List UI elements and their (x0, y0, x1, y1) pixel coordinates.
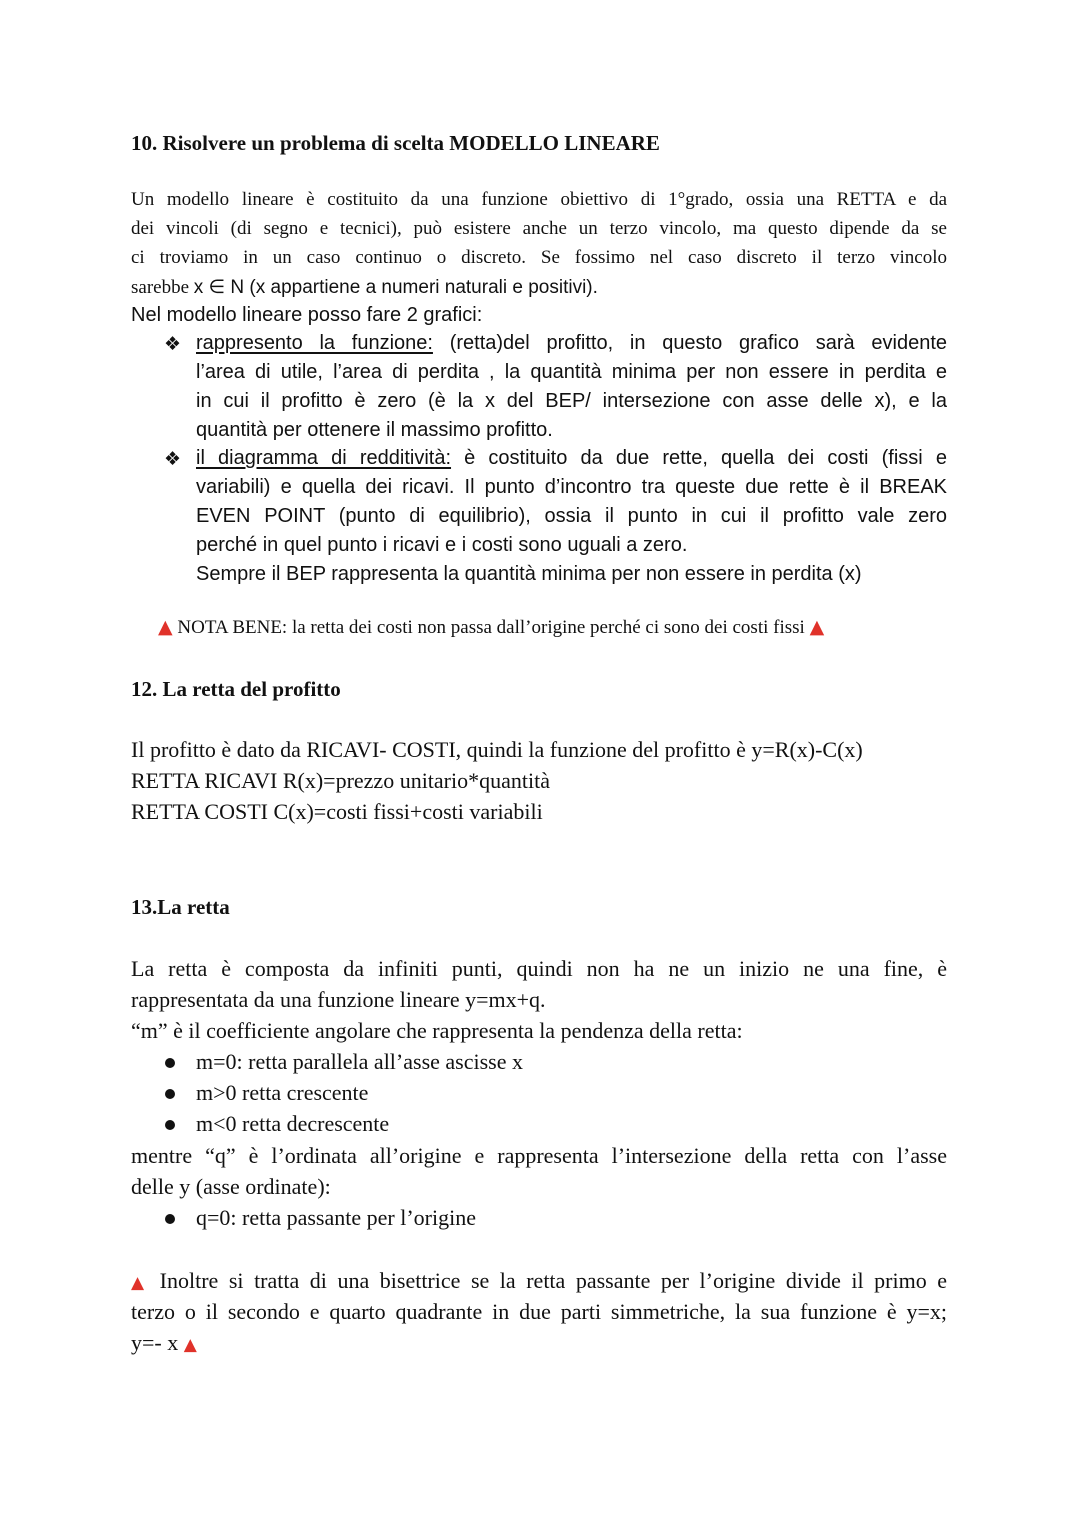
list-item: m>0 retta crescente (196, 1080, 369, 1105)
paragraph-line (131, 276, 947, 299)
bullet-line: variabili) e quella dei ricavi. Il punto d’incontro tra queste due rette è il BREAK (196, 476, 947, 498)
paragraph-line: Il profitto è dato da RICAVI- COSTI, quindi la funzione del profitto è y=R(x)-C(x) (131, 737, 863, 762)
paragraph-text: x ∈ N (x appartiene a numeri naturali e positivi). (193, 277, 598, 298)
bullet-text: (retta)del profitto, in questo grafico sarà evidente (432, 332, 947, 354)
paragraph-line: rappresentata da una funzione lineare y=mx+q. (131, 987, 546, 1012)
bullet-line: quantità per ottenere il massimo profitto. (196, 419, 553, 441)
note-line (158, 616, 974, 639)
warning-triangle-icon: ▲ (158, 616, 173, 638)
section-12-heading: 12. La retta del profitto (131, 677, 341, 701)
bullet-line (196, 332, 947, 355)
paragraph-line: delle y (asse ordinate): (131, 1174, 331, 1199)
list-item: m=0: retta parallela all’asse ascisse x (196, 1049, 523, 1074)
bullet-dot-icon (165, 1214, 175, 1224)
bullet-dot-icon (165, 1089, 175, 1099)
paragraph-line: mentre “q” è l’ordinata all’origine e rappresenta l’intersezione della retta con l’asse (131, 1143, 947, 1168)
paragraph-line: La retta è composta da infiniti punti, quindi non ha ne un inizio ne una fine, è (131, 956, 947, 981)
bullet-text: è costituito da due rette, quella dei costi (fissi e (451, 447, 947, 469)
note-line (131, 1268, 947, 1294)
warning-triangle-icon: ▲ (809, 616, 825, 638)
diamond-bullet-icon: ❖ (164, 448, 182, 470)
bullet-line: l’area di utile, l’area di perdita , la quantità minima per non essere in perdita e (196, 361, 947, 383)
paragraph-line: dei vincoli (di segno e tecnici), può esistere anche un terzo vincolo, ma questo dipende da se (131, 218, 947, 239)
warning-triangle-icon: ▲ (131, 1273, 150, 1293)
bullet-line (196, 447, 947, 470)
bullet-label: il diagramma di redditività: (196, 447, 452, 469)
paragraph-text: sarebbe (131, 277, 194, 298)
note-line: terzo o il secondo e quarto quadrante in due parti simmetriche, la sua funzione è y=x; (131, 1299, 947, 1324)
note-line (131, 1330, 947, 1356)
bullet-line: perché in quel punto i ricavi e i costi sono uguali a zero. (196, 534, 688, 556)
list-item: q=0: retta passante per l’origine (196, 1205, 476, 1230)
paragraph-line: RETTA COSTI C(x)=costi fissi+costi variabili (131, 799, 543, 824)
list-item: m<0 retta decrescente (196, 1111, 390, 1136)
note-text: NOTA BENE: la retta dei costi non passa dall’origine perché ci sono dei costi fissi (177, 617, 805, 638)
paragraph-line: ci troviamo in un caso continuo o discreto. Se fossimo nel caso discreto il terzo vincolo (131, 247, 947, 268)
bullet-dot-icon (165, 1120, 175, 1130)
paragraph-line: RETTA RICAVI R(x)=prezzo unitario*quantità (131, 768, 550, 793)
diamond-bullet-icon: ❖ (164, 333, 182, 355)
note-text: Inoltre si tratta di una bisettrice se la retta passante per l’origine divide il primo e (159, 1268, 948, 1293)
warning-triangle-icon: ▲ (183, 1335, 197, 1355)
section-13-heading: 13.La retta (131, 895, 230, 919)
paragraph-line: Un modello lineare è costituito da una funzione obiettivo di 1°grado, ossia una RETTA e da (131, 189, 947, 210)
note-text: y=- x (131, 1330, 179, 1355)
bullet-line: EVEN POINT (punto di equilibrio), ossia il punto in cui il profitto vale zero (196, 505, 947, 527)
paragraph-line: Nel modello lineare posso fare 2 grafici: (131, 304, 483, 326)
paragraph-line: “m” è il coefficiente angolare che rappresenta la pendenza della retta: (131, 1018, 743, 1043)
bullet-dot-icon (165, 1058, 175, 1068)
section-10-heading: 10. Risolvere un problema di scelta MODELLO LINEARE (131, 131, 660, 155)
bullet-label: rappresento la funzione: (196, 332, 433, 354)
bullet-line: in cui il profitto è zero (è la x del BEP/ intersezione con asse delle x), e la (196, 390, 947, 412)
bullet-line: Sempre il BEP rappresenta la quantità minima per non essere in perdita (x) (196, 563, 862, 585)
